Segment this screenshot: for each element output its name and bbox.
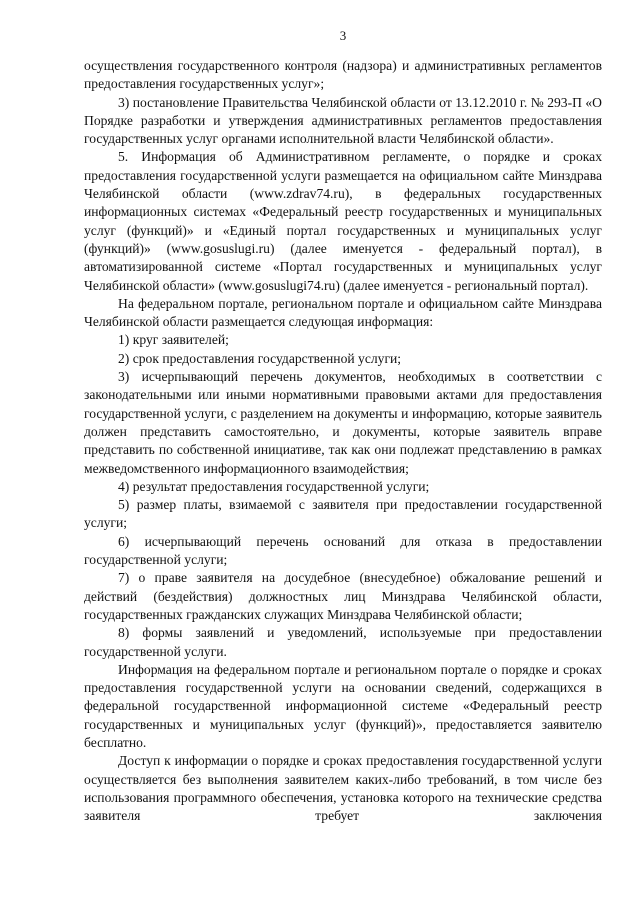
list-item-5: 5) размер платы, взимаемой с заявителя при предоставлении государственной услуги; [84,497,602,531]
list-item-8: 8) формы заявлений и уведомлений, используемые при предоставлении государственной услуги. [84,625,602,659]
paragraph-item-3-resolution: 3) постановление Правительства Челябинской области от 13.12.2010 г. № 293-П «О Порядке разработки и утверждения административных регламентов предоставления государственных услуг органами исполнительной власти Челябинской области». [84,94,602,147]
paragraph-free-info: Информация на федеральном портале и региональном портале о порядке и сроках предоставления государственной услуги на основании сведений, содержащихся в федеральной государственной информационной системе «Федеральный реестр государственных и муниципальных услуг (функций)», предоставляется заявителю бесплатно. [84,661,602,750]
list-item-1: 1) круг заявителей; [118,332,229,348]
list-item-3: 3) исчерпывающий перечень документов, необходимых в соответствии с законодательными или иными нормативными правовыми актами для предоставления государственной услуги, с разделением на документы и информацию, которые заявитель должен представить самостоятельно, и документы, которые заявитель вправе представить по собственной инициативе, так как они подлежат представлению в рамках межведомственного информационного взаимодействия; [84,369,602,476]
list-item-7: 7) о праве заявителя на досудебное (внесудебное) обжалование решений и действий (бездействия) должностных лиц Минздрава Челябинской области, государственных гражданских служащих Минздрава Челябинской области; [84,570,602,622]
paragraph-access: Доступ к информации о порядке и сроках предоставления государственной услуги осуществляется без выполнения заявителем каких-либо требований, в том числе без использования программного обеспечения, установка которого на технические средства заявителя требует заключения [84,753,602,824]
paragraph-info-intro: На федеральном портале, региональном портале и официальном сайте Минздрава Челябинской области размещается следующая информация: [84,295,602,330]
page-number: 3 [339,28,347,43]
list-item-6: 6) исчерпывающий перечень оснований для отказа в предоставлении государственной услуги; [84,533,602,568]
list-item-2: 2) срок предоставления государственной услуги; [118,350,402,366]
paragraph-section-5: 5. Информация об Административном регламенте, о порядке и сроках предоставления государственной услуги размещается на официальном сайте Минздрава Челябинской области (www.zdrav74.ru), в федеральных государственных информационных системах «Федеральный реестр государственных и муниципальных услуг (функций)» и «Единый портал государственных и муниципальных услуг (функций)» (www.gosuslugi.ru) (далее именуется - федеральный портал), в автоматизированной системе «Портал государственных и муниципальных услуг Челябинской области» (www.gosuslugi74.ru) (далее именуется - региональный портал). [84,149,602,293]
list-item-4: 4) результат предоставления государственной услуги; [118,478,430,494]
paragraph-continuation: осуществления государственного контроля (надзора) и административных регламентов предоставления государственных услуг»; [84,58,602,92]
